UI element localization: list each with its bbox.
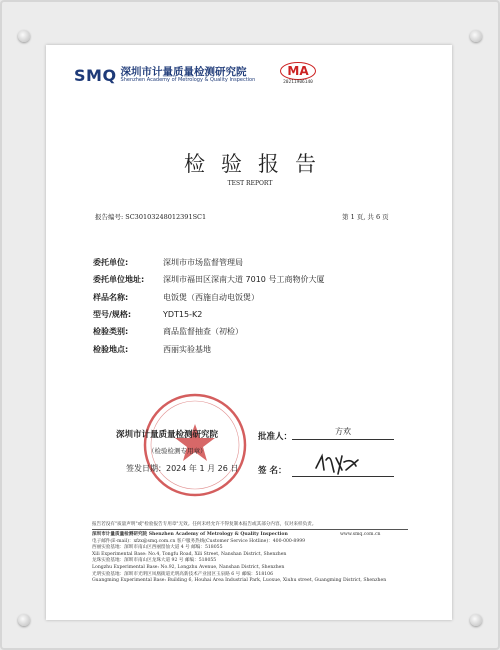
info-value: 西丽实验基地 xyxy=(163,344,211,354)
report-number: 报告编号: SC30103248012391SC1 xyxy=(95,213,207,221)
info-value: 商品监督抽查（初检） xyxy=(163,327,243,337)
info-row-client xyxy=(93,254,324,271)
footer-line: Longzhu Experimental Base: No.92, Longzhu Avenue, Nanshan District, Shenzhen xyxy=(92,564,285,570)
signature-label: 签 名： xyxy=(258,466,287,476)
org-name-en: Shenzhen Academy of Metrology & Quality Inspection xyxy=(120,76,256,83)
approver-label: 批准人： xyxy=(258,432,293,442)
org-name-cn: 深圳市计量质量检测研究院 xyxy=(120,66,247,79)
info-row-test-location xyxy=(93,340,324,357)
info-label: 样品名称: xyxy=(93,292,129,302)
footer-divider xyxy=(92,529,408,530)
report-subtitle: TEST REPORT xyxy=(227,180,273,187)
footer-line: 龙珠实验基地：深圳市南山区龙珠大道 92 号 邮编：518055 xyxy=(92,558,217,564)
screw-top-right-icon xyxy=(470,30,482,42)
info-row-sample-name xyxy=(93,289,324,306)
footer-line: 西丽实验基地：深圳市南山区西丽留仙大道 4 号 邮编：518055 xyxy=(92,545,223,551)
info-table xyxy=(93,254,324,358)
signing-org: 深圳市计量质量检测研究院 xyxy=(116,430,219,440)
footer-line: 电子邮件(E-mail)：xfzx@smq.com.cn 客户服务热线(Customer Service Hotline)：400-000-8999 xyxy=(92,538,306,544)
seal-caption: （检验检测专用章） xyxy=(148,447,207,455)
footer-line: 光明实验基地：深圳市光明区凤凰街道光明高新技术产业园区玉泉路 6 号 邮编：518106 xyxy=(92,571,274,577)
info-row-test-type xyxy=(93,323,324,340)
official-seal-icon xyxy=(140,390,250,500)
footer-line: 深圳市计量质量检测研究院 Shenzhen Academy of Metrology & Quality Inspection xyxy=(92,532,288,537)
org-logo xyxy=(74,63,255,87)
screw-top-left-icon xyxy=(18,30,30,42)
info-value: YDT15-K2 xyxy=(163,310,203,320)
info-label: 委托单位地址: xyxy=(93,275,145,285)
report-disclaimer: 报告若没有"质量声明"或"检验报告专用章"无效。任何未经允许不得复制本报告或其部分内容，仅对来样负责。 xyxy=(92,522,317,527)
cma-number: 20211906140 xyxy=(283,80,313,85)
org-name-block xyxy=(121,67,256,83)
info-value: 深圳市福田区深南大道 7010 号工商物价大厦 xyxy=(163,275,325,285)
issue-date: 签发日期：2024 年 1 月 26 日 xyxy=(126,464,239,473)
report-title: 检验报告 xyxy=(184,152,332,176)
cma-logo-icon: MA xyxy=(280,62,316,80)
handwritten-signature xyxy=(312,450,362,478)
footer-line: Xili Experimental Base: No.4, Tongfu Road, Xili Street, Nanshan District, Shenzhen xyxy=(92,551,287,557)
cma-mark xyxy=(276,62,320,86)
screw-bottom-right-icon xyxy=(470,614,482,626)
smq-logo: SMQ xyxy=(74,65,117,85)
info-row-client-address xyxy=(93,271,324,288)
screw-bottom-left-icon xyxy=(18,614,30,626)
info-row-model xyxy=(93,306,324,323)
page-info: 第 1 页, 共 6 页 xyxy=(342,213,389,221)
footer-contact-block xyxy=(92,532,412,585)
info-value: 电饭煲（西施自动电饭煲） xyxy=(163,292,259,302)
info-label: 型号/规格: xyxy=(93,310,132,320)
info-value: 深圳市市场监督管理局 xyxy=(163,258,243,268)
info-label: 委托单位: xyxy=(93,258,129,268)
info-label: 检验地点: xyxy=(93,344,129,354)
footer-line: Guangming Experimental Base: Building 6, Houhai Area Industrial Park, Luoxue, Xiuhu street, Guangming District, Shenzhen xyxy=(92,578,387,584)
info-label: 检验类别: xyxy=(93,327,129,337)
approver-name: 方欢 xyxy=(292,426,394,440)
website-link[interactable]: www.smq.com.cn xyxy=(340,532,381,537)
